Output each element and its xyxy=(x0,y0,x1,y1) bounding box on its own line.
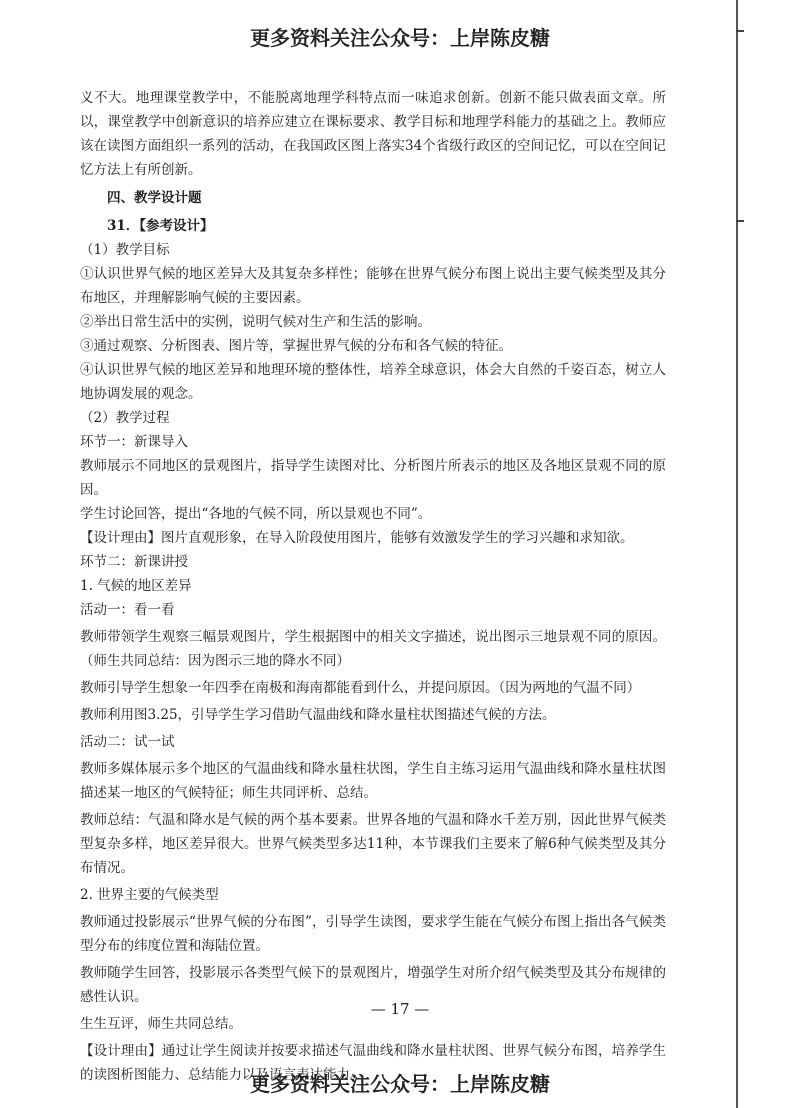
paragraph: 义不大。地理课堂教学中，不能脱离地理学科特点而一味追求创新。创新不能只做表面文章。所以，课堂教学中创新意识的培养应建立在课标要求、教学目标和地理学科能力的基础之上。教师应该在读图方面组织一系列的活动，在我国政区图上落实34个省级行政区的空间记忆，可以在空间记忆方法上有所创新。 xyxy=(80,90,666,178)
scan-edge-line xyxy=(736,0,738,1108)
paragraph: 教师展示不同地区的景观图片，指导学生读图对比、分析图片所表示的地区及各地区景观不同的原因。 xyxy=(80,458,666,498)
activity-heading: 活动一：看一看 xyxy=(80,602,175,618)
subsection-heading: 1. 气候的地区差异 xyxy=(80,578,192,594)
footer-banner: 更多资料关注公众号：上岸陈皮糖 xyxy=(250,1072,550,1096)
question-heading: 31．【参考设计】 xyxy=(107,218,214,234)
header-banner: 更多资料关注公众号：上岸陈皮糖 xyxy=(250,26,550,50)
paragraph: 教师引导学生想象一年四季在南极和海南都能看到什么，并提问原因。（因为两地的气温不同） xyxy=(80,680,641,696)
paragraph: ④认识世界气候的地区差异和地理环境的整体性，培养全球意识，体会大自然的千姿百态，树立人地协调发展的观念。 xyxy=(80,362,666,402)
paragraph: ②举出日常生活中的实例，说明气候对生产和生活的影响。 xyxy=(80,314,431,330)
paragraph: 教师带领学生观察三幅景观图片，学生根据图中的相关文字描述，说出图示三地景观不同的原因。（师生共同总结：因为图示三地的降水不同） xyxy=(80,629,666,669)
page-number: — 17 — xyxy=(370,1000,430,1018)
paragraph: ①认识世界气候的地区差异大及其复杂多样性；能够在世界气候分布图上说出主要气候类型及其分布地区，并理解影响气候的主要因素。 xyxy=(80,266,666,306)
paragraph: ③通过观察、分析图表、图片等，掌握世界气候的分布和各气候的特征。 xyxy=(80,338,512,354)
activity-heading: 活动二：试一试 xyxy=(80,734,175,750)
design-reason: 【设计理由】图片直观形象，在导入阶段使用图片，能够有效激发学生的学习兴趣和求知欲。 xyxy=(80,530,634,546)
subheading: （2）教学过程 xyxy=(80,410,170,426)
paragraph: 教师通过投影展示“世界气候的分布图”，引导学生读图，要求学生能在气候分布图上指出各气候类型分布的纬度位置和海陆位置。 xyxy=(80,914,666,954)
paragraph: 教师总结：气温和降水是气候的两个基本要素。世界各地的气温和降水千差万别，因此世界气候类型复杂多样，地区差异很大。世界气候类型多达11种，本节课我们主要来了解6种气候类型及其分布情况。 xyxy=(80,812,666,876)
paragraph: 教师利用图3.25，引导学生学习借助气温曲线和降水量柱状图描述气候的方法。 xyxy=(80,707,556,723)
paragraph: 生生互评，师生共同总结。 xyxy=(80,1016,242,1032)
paragraph: 教师多媒体展示多个地区的气温曲线和降水量柱状图，学生自主练习运用气温曲线和降水量柱状图描述某一地区的气候特征；师生共同评析、总结。 xyxy=(80,761,666,801)
step-heading: 环节二：新课讲授 xyxy=(80,554,188,570)
document-body xyxy=(80,86,666,1087)
subsection-heading: 2. 世界主要的气候类型 xyxy=(80,887,219,903)
scan-mark xyxy=(736,220,744,222)
subheading: （1）教学目标 xyxy=(80,242,170,258)
scan-mark xyxy=(736,30,744,32)
step-heading: 环节一：新课导入 xyxy=(80,434,188,450)
design-reason: 【设计理由】通过让学生阅读并按要求描述气温曲线和降水量柱状图、世界气候分布图，培养学生的读图析图能力、总结能力以及语言表达能力。 xyxy=(80,1043,666,1083)
paragraph: 学生讨论回答，提出“各地的气候不同，所以景观也不同”。 xyxy=(80,506,432,522)
section-heading: 四、教学设计题 xyxy=(107,190,202,206)
paragraph: 教师随学生回答，投影展示各类型气候下的景观图片，增强学生对所介绍气候类型及其分布规律的感性认识。 xyxy=(80,965,666,1005)
